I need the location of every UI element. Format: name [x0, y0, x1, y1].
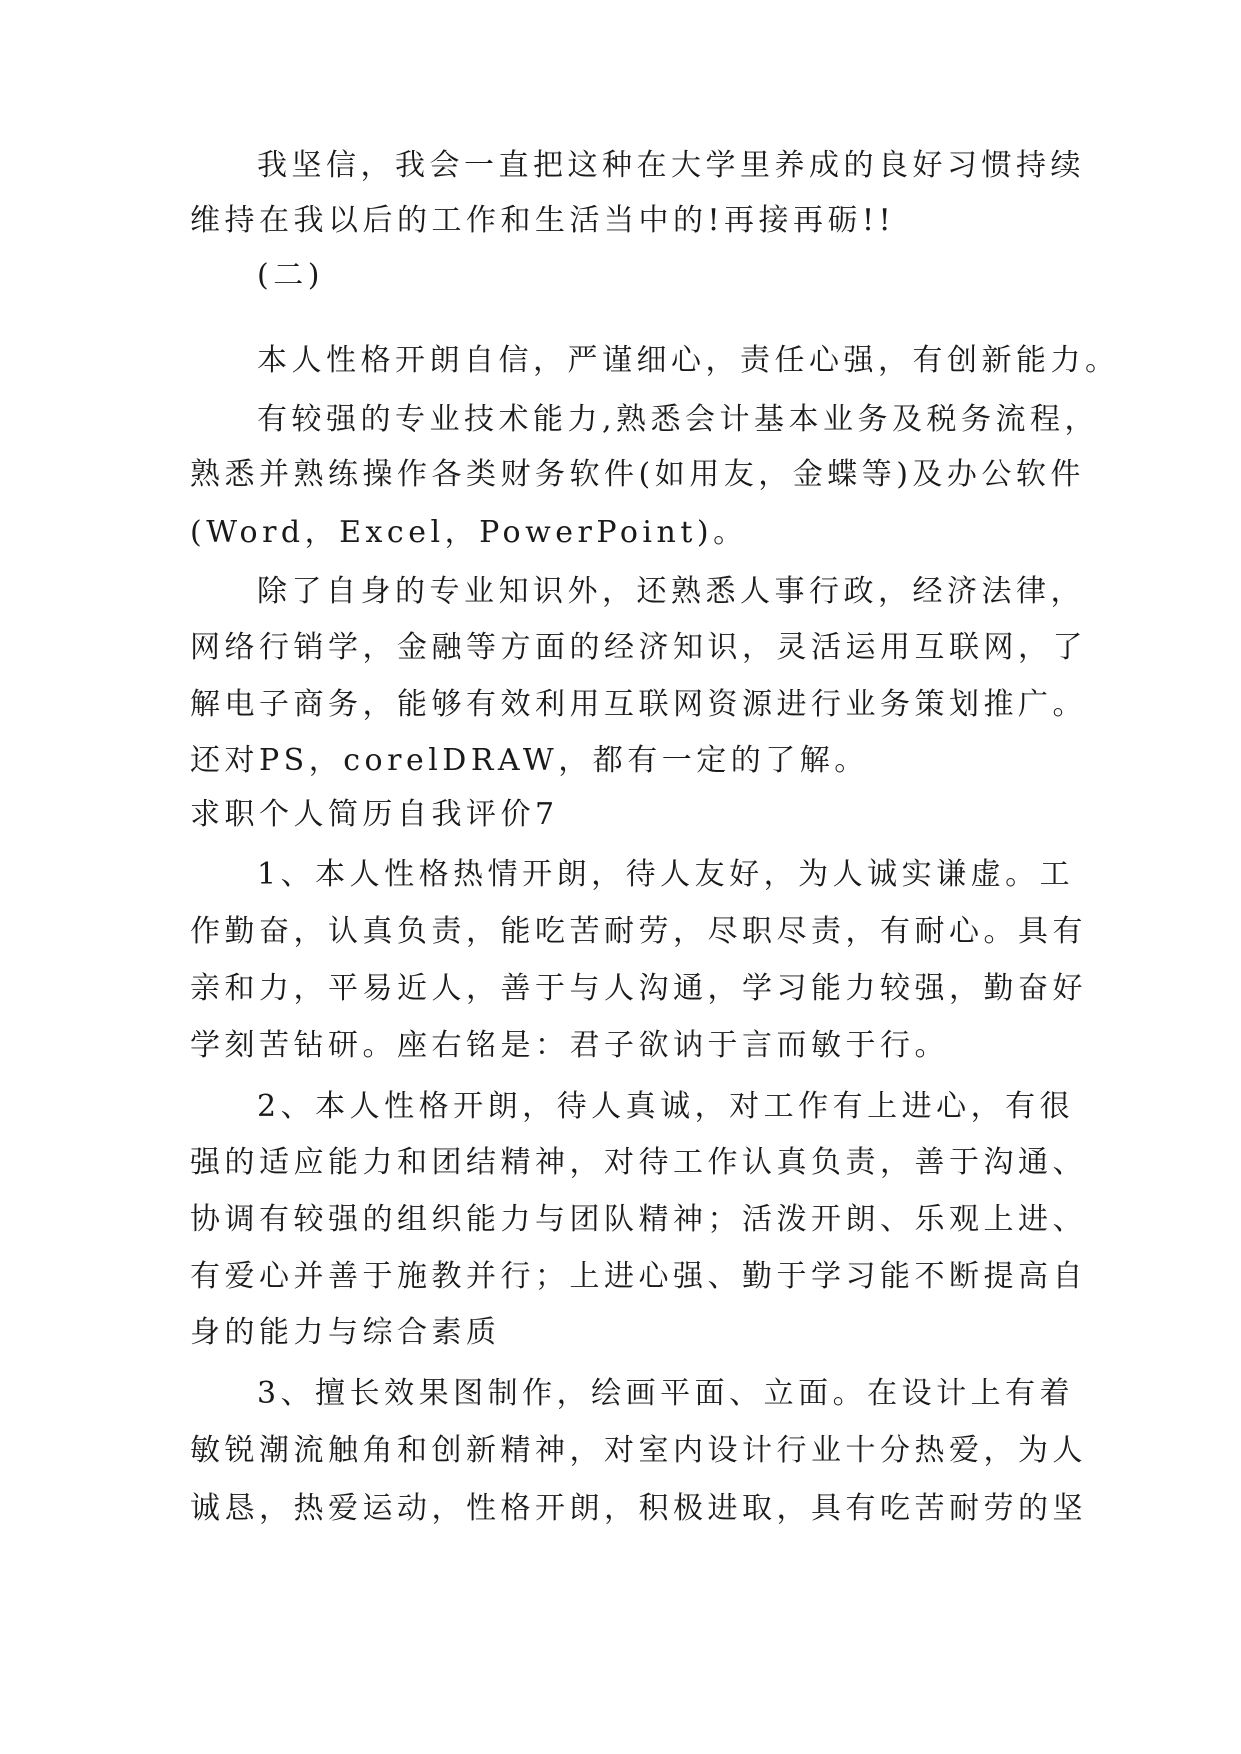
text-line: 3、擅长效果图制作，绘画平面、立面。在设计上有着: [257, 1376, 1075, 1411]
text-line: 协调有较强的组织能力与团队精神；活泼开朗、乐观上进、: [190, 1202, 1087, 1237]
text-line: 2、本人性格开朗，待人真诚，对工作有上进心，有很: [257, 1089, 1075, 1124]
text-line: 维持在我以后的工作和生活当中的!再接再砺!!: [190, 203, 896, 238]
text-line: 1、本人性格热情开朗，待人友好，为人诚实谦虚。工: [257, 857, 1075, 892]
text-line: 有爱心并善于施教并行；上进心强、勤于学习能不断提高自: [190, 1259, 1087, 1294]
text-line: (二): [257, 258, 324, 293]
text-line: 敏锐潮流触角和创新精神，对室内设计行业十分热爱，为人: [190, 1433, 1087, 1468]
text-line: 我坚信，我会一直把这种在大学里养成的良好习惯持续: [257, 148, 1085, 183]
text-line: 熟悉并熟练操作各类财务软件(如用友，金蝶等)及办公软件: [190, 457, 1085, 492]
text-line: 有较强的专业技术能力,熟悉会计基本业务及税务流程，: [257, 402, 1100, 437]
text-line: 网络行销学，金融等方面的经济知识，灵活运用互联网，了: [190, 630, 1087, 665]
text-line: 学刻苦钻研。座右铭是：君子欲讷于言而敏于行。: [190, 1028, 949, 1063]
text-line: 诚恳，热爱运动，性格开朗，积极进取，具有吃苦耐劳的坚: [190, 1491, 1087, 1526]
text-line: 亲和力，平易近人，善于与人沟通，学习能力较强，勤奋好: [190, 971, 1087, 1006]
text-line: 身的能力与综合素质: [190, 1315, 501, 1350]
text-line: 本人性格开朗自信，严谨细心，责任心强，有创新能力。: [257, 343, 1120, 378]
section-heading: 求职个人简历自我评价7: [190, 797, 559, 832]
text-line: (Word，Excel，PowerPoint)。: [190, 515, 748, 550]
text-line: 解电子商务，能够有效利用互联网资源进行业务策划推广。: [190, 687, 1087, 722]
text-line: 强的适应能力和团结精神，对待工作认真负责，善于沟通、: [190, 1145, 1087, 1180]
text-line: 还对PS，corelDRAW，都有一定的了解。: [190, 743, 869, 778]
text-line: 除了自身的专业知识外，还熟悉人事行政，经济法律，: [257, 574, 1085, 609]
text-line: 作勤奋，认真负责，能吃苦耐劳，尽职尽责，有耐心。具有: [190, 914, 1087, 949]
